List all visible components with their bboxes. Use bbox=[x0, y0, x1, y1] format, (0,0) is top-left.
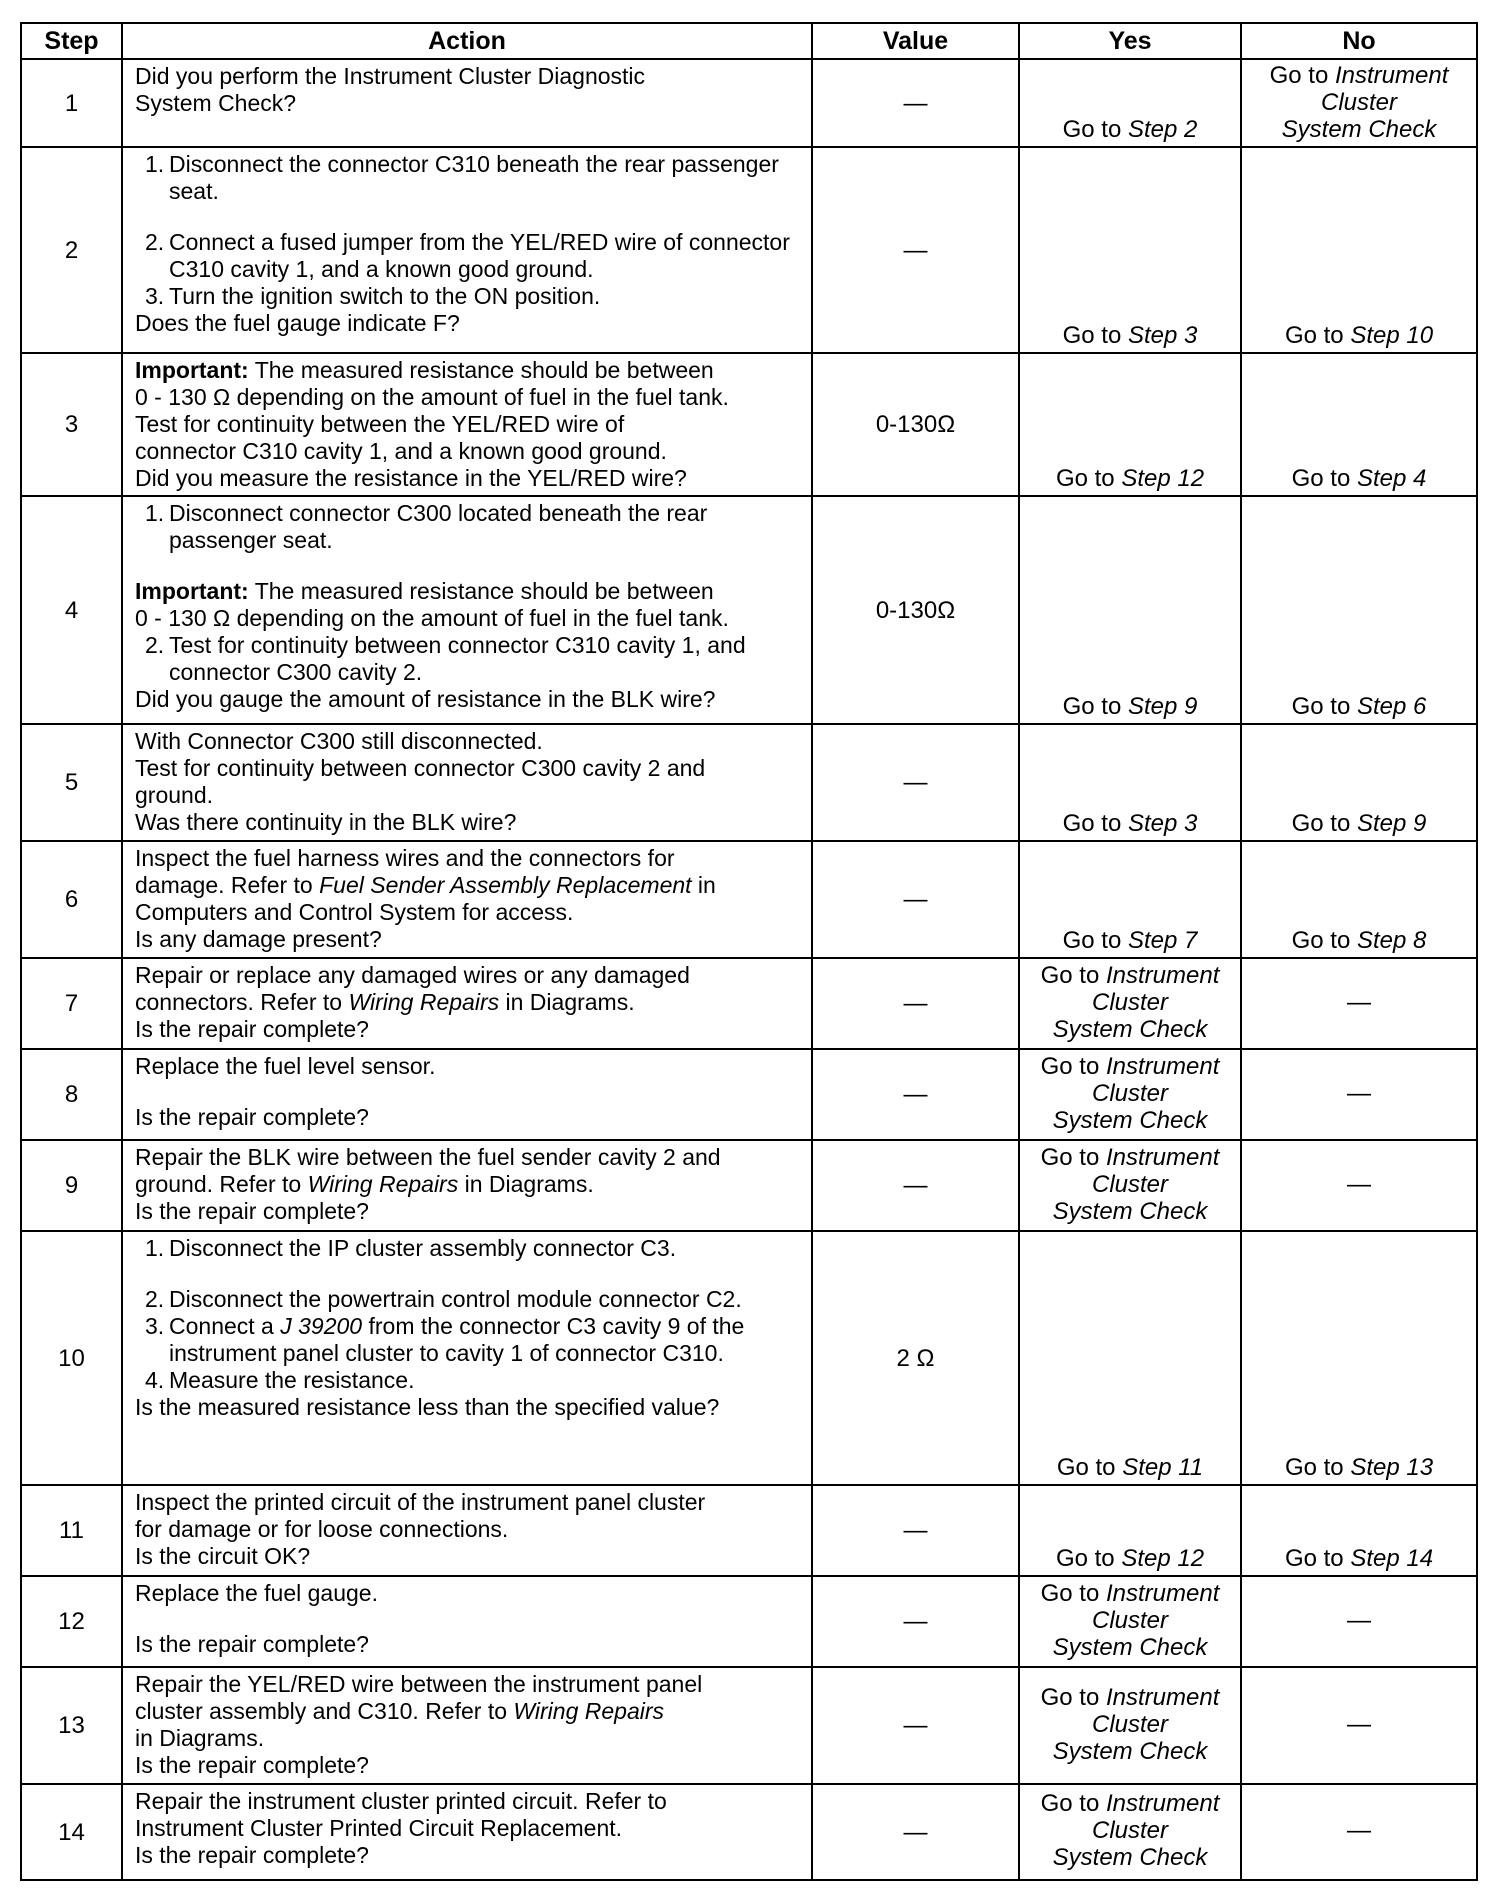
reference-link[interactable]: Fuel Sender Assembly Replacement bbox=[319, 872, 692, 898]
goto-link[interactable]: Instrument bbox=[1105, 1790, 1220, 1817]
goto-prefix: Go to bbox=[1062, 927, 1128, 954]
goto-link[interactable]: System Check bbox=[1052, 1197, 1208, 1225]
value-cell: 0-130Ω bbox=[812, 496, 1019, 724]
value-cell: — bbox=[812, 147, 1019, 353]
goto-step-link[interactable]: Step 12 bbox=[1121, 1545, 1205, 1572]
action-item: 2. Test for continuity between connector C310 cavity 1, and connector C300 cavity 2. bbox=[145, 632, 746, 685]
table-row bbox=[21, 1576, 1477, 1667]
action-question: Is any damage present? bbox=[135, 926, 382, 952]
action-question: Did you gauge the amount of resistance in the BLK wire? bbox=[135, 686, 716, 712]
goto-prefix: Go to bbox=[1040, 1790, 1106, 1817]
value-cell: — bbox=[812, 59, 1019, 147]
goto-step-link[interactable]: Step 12 bbox=[1121, 465, 1205, 492]
no-cell bbox=[1241, 1231, 1477, 1485]
action-cell bbox=[122, 1049, 812, 1140]
action-item: 1. Disconnect connector C300 located beneath the rear passenger seat. bbox=[145, 500, 708, 553]
action-item: 2. Disconnect the powertrain control module connector C2. bbox=[145, 1286, 742, 1312]
step-number: 6 bbox=[21, 841, 122, 958]
step-number: 7 bbox=[21, 958, 122, 1049]
action-text: Repair or replace any damaged wires or any damaged bbox=[135, 962, 690, 988]
table-row bbox=[21, 1140, 1477, 1231]
action-text: cluster assembly and C310. Refer to Wiring Repairs bbox=[135, 1698, 665, 1724]
yes-cell bbox=[1019, 841, 1241, 958]
action-item: 3. Connect a J 39200 from the connector C3 cavity 9 of the instrument panel cluster to cavity 1 of connector C310. bbox=[145, 1313, 745, 1366]
header-value: Value bbox=[812, 23, 1019, 59]
goto-prefix: Go to bbox=[1062, 810, 1128, 837]
action-cell bbox=[122, 1576, 812, 1667]
goto-link[interactable]: System Check bbox=[1052, 1633, 1208, 1661]
action-text: Replace the fuel gauge. bbox=[135, 1580, 378, 1606]
value-cell: 0-130Ω bbox=[812, 353, 1019, 496]
action-item: 1. Disconnect the IP cluster assembly connector C3. bbox=[145, 1235, 677, 1261]
goto-step-link[interactable]: Step 3 bbox=[1127, 322, 1198, 349]
step-number: 1 bbox=[21, 59, 122, 147]
reference-link[interactable]: Wiring Repairs bbox=[307, 1171, 459, 1197]
action-text: 0 - 130 Ω depending on the amount of fuel in the fuel tank. bbox=[135, 384, 729, 410]
header-step: Step bbox=[21, 23, 122, 59]
action-text: for damage or for loose connections. bbox=[135, 1516, 509, 1542]
value-cell: — bbox=[812, 1049, 1019, 1140]
action-text: Inspect the fuel harness wires and the connectors for bbox=[135, 845, 675, 871]
action-cell bbox=[122, 958, 812, 1049]
step-number: 10 bbox=[21, 1231, 122, 1485]
action-question: System Check? bbox=[135, 90, 297, 116]
action-cell bbox=[122, 1231, 812, 1485]
no-cell bbox=[1241, 841, 1477, 958]
step-number: 12 bbox=[21, 1576, 122, 1667]
yes-cell bbox=[1019, 59, 1241, 147]
yes-cell bbox=[1019, 1576, 1241, 1667]
goto-link[interactable]: System Check bbox=[1281, 116, 1437, 143]
goto-prefix: Go to bbox=[1291, 810, 1357, 837]
step-number: 8 bbox=[21, 1049, 122, 1140]
goto-prefix: Go to bbox=[1040, 1579, 1106, 1607]
diagnostic-table-sheet bbox=[20, 22, 1476, 1881]
goto-prefix: Go to bbox=[1040, 1683, 1106, 1711]
goto-link[interactable]: Cluster bbox=[1091, 1710, 1169, 1738]
reference-link[interactable]: Wiring Repairs bbox=[513, 1698, 665, 1724]
value-cell: — bbox=[812, 841, 1019, 958]
goto-prefix: Go to bbox=[1284, 1545, 1351, 1572]
step-number: 5 bbox=[21, 724, 122, 841]
table-row bbox=[21, 1049, 1477, 1140]
goto-prefix: Go to bbox=[1291, 465, 1357, 492]
action-item: 1. Disconnect the connector C310 beneath the rear passenger seat. bbox=[145, 151, 779, 204]
goto-prefix: Go to bbox=[1284, 322, 1351, 349]
no-cell: — bbox=[1241, 1576, 1477, 1667]
yes-cell bbox=[1019, 1231, 1241, 1485]
yes-cell bbox=[1019, 1784, 1241, 1880]
no-cell bbox=[1241, 496, 1477, 724]
goto-prefix: Go to bbox=[1291, 693, 1357, 720]
goto-prefix: Go to bbox=[1055, 1545, 1122, 1572]
value-cell: 2 Ω bbox=[812, 1231, 1019, 1485]
goto-prefix: Go to bbox=[1040, 961, 1106, 989]
yes-cell bbox=[1019, 1485, 1241, 1576]
goto-prefix: Go to bbox=[1040, 1052, 1106, 1080]
action-item: 3. Turn the ignition switch to the ON position. bbox=[145, 283, 601, 309]
action-text: connector C310 cavity 1, and a known good ground. bbox=[135, 438, 667, 464]
no-cell: — bbox=[1241, 1049, 1477, 1140]
goto-link[interactable]: Cluster bbox=[1091, 1170, 1169, 1198]
action-text: 0 - 130 Ω depending on the amount of fuel in the fuel tank. bbox=[135, 605, 729, 631]
value-cell: — bbox=[812, 958, 1019, 1049]
goto-link[interactable]: Instrument bbox=[1105, 1579, 1220, 1607]
action-text: ground. bbox=[135, 782, 214, 808]
goto-step-link[interactable]: Step 7 bbox=[1127, 927, 1198, 954]
action-question: Was there continuity in the BLK wire? bbox=[135, 809, 517, 835]
yes-cell bbox=[1019, 1667, 1241, 1784]
goto-link[interactable]: Cluster bbox=[1091, 1079, 1169, 1107]
action-question: Did you measure the resistance in the YEL/RED wire? bbox=[135, 465, 687, 491]
yes-cell bbox=[1019, 147, 1241, 353]
goto-step-link[interactable]: Step 4 bbox=[1356, 465, 1427, 492]
goto-link[interactable]: System Check bbox=[1052, 1737, 1208, 1765]
goto-prefix: Go to bbox=[1269, 62, 1335, 89]
action-item: 4. Measure the resistance. bbox=[145, 1367, 415, 1393]
action-text: connectors. Refer to Wiring Repairs in Diagrams. bbox=[135, 989, 635, 1015]
no-cell bbox=[1241, 59, 1477, 147]
yes-cell bbox=[1019, 353, 1241, 496]
important-note: Important: The measured resistance should be between bbox=[135, 357, 714, 383]
value-cell: — bbox=[812, 1576, 1019, 1667]
action-cell bbox=[122, 147, 812, 353]
action-cell bbox=[122, 1784, 812, 1880]
table-row bbox=[21, 1667, 1477, 1784]
value-cell: — bbox=[812, 1485, 1019, 1576]
action-text: Test for continuity between the YEL/RED wire of bbox=[135, 411, 625, 437]
goto-step-link[interactable]: Step 3 bbox=[1127, 810, 1198, 837]
action-text: With Connector C300 still disconnected. bbox=[135, 728, 543, 754]
value-cell: — bbox=[812, 1784, 1019, 1880]
action-text: Repair the BLK wire between the fuel sender cavity 2 and bbox=[135, 1144, 721, 1170]
goto-link[interactable]: System Check bbox=[1052, 1106, 1208, 1134]
action-question: Is the repair complete? bbox=[135, 1016, 369, 1042]
goto-prefix: Go to bbox=[1062, 693, 1128, 720]
header-yes: Yes bbox=[1019, 23, 1241, 59]
yes-cell bbox=[1019, 1140, 1241, 1231]
action-cell bbox=[122, 841, 812, 958]
action-item: 2. Connect a fused jumper from the YEL/RED wire of connector C310 cavity 1, and a known good ground. bbox=[145, 229, 790, 282]
table-row bbox=[21, 147, 1477, 353]
goto-step-link[interactable]: Step 11 bbox=[1122, 1454, 1204, 1481]
no-cell bbox=[1241, 353, 1477, 496]
no-cell bbox=[1241, 147, 1477, 353]
goto-prefix: Go to bbox=[1291, 927, 1357, 954]
action-cell bbox=[122, 353, 812, 496]
action-cell bbox=[122, 724, 812, 841]
action-question: Is the repair complete? bbox=[135, 1631, 369, 1657]
goto-step-link[interactable]: Step 9 bbox=[1356, 810, 1427, 837]
goto-prefix: Go to bbox=[1062, 322, 1128, 349]
goto-step-link[interactable]: Step 2 bbox=[1127, 116, 1198, 143]
table-row bbox=[21, 496, 1477, 724]
action-text: Did you perform the Instrument Cluster Diagnostic bbox=[135, 63, 646, 89]
value-cell: — bbox=[812, 1140, 1019, 1231]
table-row bbox=[21, 59, 1477, 147]
goto-link[interactable]: Cluster bbox=[1320, 89, 1398, 116]
step-number: 14 bbox=[21, 1784, 122, 1880]
goto-step-link[interactable]: Step 13 bbox=[1350, 1454, 1434, 1481]
table-row bbox=[21, 1485, 1477, 1576]
goto-link[interactable]: Cluster bbox=[1091, 1606, 1169, 1634]
table-row bbox=[21, 841, 1477, 958]
goto-link[interactable]: Instrument bbox=[1105, 1143, 1220, 1171]
yes-cell bbox=[1019, 958, 1241, 1049]
action-question: Does the fuel gauge indicate F? bbox=[135, 310, 460, 336]
goto-link[interactable]: Cluster bbox=[1091, 988, 1169, 1016]
no-cell: — bbox=[1241, 1667, 1477, 1784]
no-cell bbox=[1241, 1485, 1477, 1576]
action-text: Test for continuity between connector C300 cavity 2 and bbox=[135, 755, 706, 781]
value-cell: — bbox=[812, 724, 1019, 841]
step-number: 2 bbox=[21, 147, 122, 353]
step-number: 13 bbox=[21, 1667, 122, 1784]
goto-prefix: Go to bbox=[1055, 465, 1122, 492]
action-question: Is the repair complete? bbox=[135, 1752, 369, 1778]
tool-reference: J 39200 bbox=[280, 1313, 363, 1339]
no-cell: — bbox=[1241, 1784, 1477, 1880]
goto-step-link[interactable]: Step 9 bbox=[1127, 693, 1198, 720]
goto-step-link[interactable]: Step 8 bbox=[1356, 927, 1427, 954]
goto-link[interactable]: System Check bbox=[1052, 1015, 1208, 1043]
action-text: damage. Refer to Fuel Sender Assembly Replacement in bbox=[135, 872, 716, 898]
action-text: Inspect the printed circuit of the instrument panel cluster bbox=[135, 1489, 706, 1515]
action-text: Repair the YEL/RED wire between the instrument panel bbox=[135, 1671, 703, 1697]
goto-link[interactable]: System Check bbox=[1052, 1844, 1208, 1871]
goto-step-link[interactable]: Step 6 bbox=[1356, 693, 1427, 720]
goto-prefix: Go to bbox=[1056, 1454, 1123, 1481]
table-row bbox=[21, 1231, 1477, 1485]
action-text: Repair the instrument cluster printed circuit. Refer to bbox=[135, 1788, 667, 1814]
action-cell bbox=[122, 59, 812, 147]
table-row bbox=[21, 958, 1477, 1049]
action-question: Is the repair complete? bbox=[135, 1198, 369, 1224]
goto-link[interactable]: Instrument bbox=[1105, 1052, 1220, 1080]
step-number: 3 bbox=[21, 353, 122, 496]
table-row bbox=[21, 724, 1477, 841]
reference-link[interactable]: Wiring Repairs bbox=[348, 989, 500, 1015]
action-text: in Diagrams. bbox=[135, 1725, 265, 1751]
yes-cell bbox=[1019, 724, 1241, 841]
header-no: No bbox=[1241, 23, 1477, 59]
goto-prefix: Go to bbox=[1062, 116, 1128, 143]
goto-step-link[interactable]: Step 14 bbox=[1350, 1545, 1434, 1572]
action-text: Computers and Control System for access. bbox=[135, 899, 574, 925]
goto-link[interactable]: Instrument bbox=[1334, 62, 1449, 89]
action-text: ground. Refer to Wiring Repairs in Diagrams. bbox=[135, 1171, 594, 1197]
diagnostic-table bbox=[20, 22, 1478, 1881]
no-cell: — bbox=[1241, 1140, 1477, 1231]
action-text: Instrument Cluster Printed Circuit Replacement. bbox=[135, 1815, 623, 1841]
step-number: 9 bbox=[21, 1140, 122, 1231]
header-action: Action bbox=[122, 23, 812, 59]
action-question: Is the measured resistance less than the specified value? bbox=[135, 1394, 720, 1420]
table-header-row bbox=[21, 23, 1477, 59]
action-text: Replace the fuel level sensor. bbox=[135, 1053, 436, 1079]
yes-cell bbox=[1019, 496, 1241, 724]
action-cell bbox=[122, 496, 812, 724]
action-question: Is the repair complete? bbox=[135, 1104, 369, 1130]
action-question: Is the circuit OK? bbox=[135, 1543, 311, 1569]
action-question: Is the repair complete? bbox=[135, 1842, 369, 1868]
goto-link[interactable]: Cluster bbox=[1091, 1817, 1169, 1844]
step-number: 4 bbox=[21, 496, 122, 724]
goto-prefix: Go to bbox=[1040, 1143, 1106, 1171]
goto-link[interactable]: Instrument bbox=[1105, 1683, 1220, 1711]
important-note: Important: The measured resistance should be between bbox=[135, 578, 714, 604]
table-row bbox=[21, 1784, 1477, 1880]
step-number: 11 bbox=[21, 1485, 122, 1576]
no-cell bbox=[1241, 724, 1477, 841]
action-cell bbox=[122, 1140, 812, 1231]
action-cell bbox=[122, 1667, 812, 1784]
yes-cell bbox=[1019, 1049, 1241, 1140]
goto-link[interactable]: Instrument bbox=[1105, 961, 1220, 989]
action-cell bbox=[122, 1485, 812, 1576]
no-cell: — bbox=[1241, 958, 1477, 1049]
value-cell: — bbox=[812, 1667, 1019, 1784]
goto-prefix: Go to bbox=[1284, 1454, 1351, 1481]
goto-step-link[interactable]: Step 10 bbox=[1350, 322, 1434, 349]
table-row bbox=[21, 353, 1477, 496]
